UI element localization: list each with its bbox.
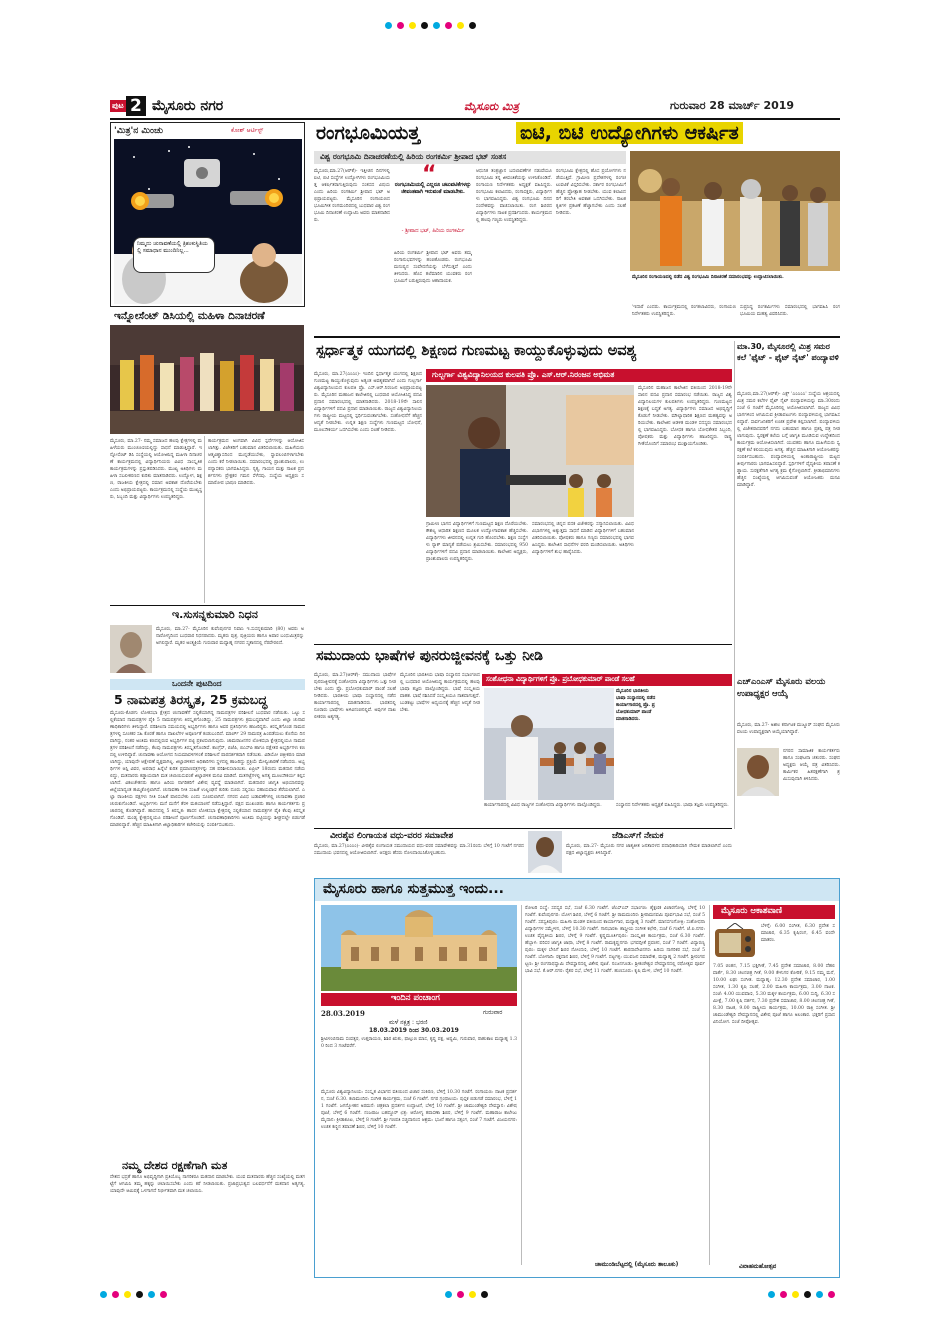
language-block bbox=[314, 646, 732, 826]
yellow-dot bbox=[409, 22, 416, 29]
education-body-col3: ಸಮಾರಂಭದಲ್ಲಿ ಚಿನ್ನದ ಪದಕ ವಿಜೇತರನ್ನು ಸನ್ಮಾನಿಸಲಾಯಿತು. ವಿವಿಧ ವಿಭಾಗಗಳಲ್ಲಿ ಅತ್ಯುತ್ತಮ ಸಾಧನೆ ಮಾಡಿದ ವಿದ್ಯಾರ್ಥಿಗಳಿಗೆ ಬಹುಮಾನ ವಿತರಿಸಲಾಯಿತು. ಪೋಷಕರು ಹಾಗೂ ಗಣ್ಯರು ಸಮಾರಂಭದಲ್ಲಿ ಭಾಗವಹಿಸಿದ್ದರು. ಕಾಲೇಜಿನ ಸಾಧನೆಗಳ ವರದಿ ಮಂಡಿಸಲಾಯಿತು. ಅತಿಥಿಗಳು ವಿದ್ಯಾರ್ಥಿಗಳಿಗೆ ಶುಭ ಹಾರೈಸಿದರು. bbox=[532, 522, 634, 555]
cartoon-box bbox=[110, 122, 305, 307]
cyan-dot bbox=[433, 22, 440, 29]
cyan-dot bbox=[385, 22, 392, 29]
language-body-col4: ಸಂಸ್ಥಾನದ ನಿರ್ದೇಶಕರು ಅಧ್ಯಕ್ಷತೆ ವಹಿಸಿದ್ದರು. ಭಾಷಾ ತಜ್ಞರು ಉಪಸ್ಥಿತರಿದ್ದರು. bbox=[616, 803, 729, 808]
panchanga-title-bar bbox=[321, 993, 517, 1006]
page-label: ಪುಟ bbox=[112, 101, 124, 110]
lingayat-body: ಮೈಸೂರು, ಮಾ.27(ಎಂಎಂ)- ವೀರಶೈವ ಲಿಂಗಾಯತ ಸಮುದಾಯದ ವಧು-ವರರ ಸಮಾವೇಶವನ್ನು ಮಾ.31ರಂದು ಬೆಳಿಗ್ಗೆ 10 ಗಂಟೆಗೆ ನಗರದ ಸಮುದಾಯ ಭವನದಲ್ಲಿ ಆಯೋಜಿಸಲಾಗಿದೆ. ಆಸಕ್ತರು ಹೆಸರು ನೋಂದಾಯಿಸಿಕೊಳ್ಳಬಹುದು. bbox=[314, 844, 524, 856]
today-header: ಮೈಸೂರು ಹಾಗೂ ಸುತ್ತಮುತ್ತ ಇಂದು... bbox=[323, 881, 504, 897]
education-headline: ಸ್ಪರ್ಧಾತ್ಮಕ ಯುಗದಲ್ಲಿ ಶಿಕ್ಷಣದ ಗುಣಮಟ್ಟ ಕಾಯ್ದುಕೊಳ್ಳುವುದು ಅವಶ್ಯ bbox=[316, 343, 637, 359]
nominations-kicker-bar bbox=[110, 679, 305, 690]
section-title: ಮೈಸೂರು ನಗರ bbox=[152, 98, 224, 114]
hms-headline: ಎಚ್‌ಎಂಎಸ್ ಮೈಸೂರು ವಲಯ ಉಪಾಧ್ಯಕ್ಷರ ಆಯ್ಕೆ bbox=[737, 677, 826, 699]
cyan-dot bbox=[816, 1291, 823, 1298]
womens-day-photo bbox=[110, 325, 304, 434]
nominations-kicker: ಒಂದನೇ ಪುಟದಿಂದ bbox=[172, 679, 222, 688]
radio-title-bar bbox=[713, 905, 835, 919]
cartoon-illustration bbox=[114, 139, 302, 304]
panchanga-range: 18.03.2019 ರಿಂದ 30.03.2019 bbox=[369, 1027, 459, 1034]
panchanga-day: ಗುರುವಾರ bbox=[483, 1009, 503, 1016]
lower-band-rule bbox=[314, 828, 732, 829]
language-subhead-bar bbox=[482, 674, 732, 686]
education-block bbox=[314, 341, 732, 641]
obit-footer: ವಿವಾಹಮಹೋತ್ಸವ bbox=[739, 1263, 777, 1270]
lead-body-col1: ಮೈಸೂರು,ಮಾ.27(ಆರ್‌ಕೆ)- ಇತ್ತೀಚಿನ ದಿನಗಳಲ್ಲಿ ಐಟಿ, ಬಿಟಿ ಸಂಸ್ಥೆಗಳ ಉದ್ಯೋಗಿಗಳು ರಂಗಭೂಮಿಯತ್ತ ಆಕರ್ಷಿತರಾಗುತ್ತಿರುವುದು ಸಂತಸದ ವಿಷಯ ಎಂದು ಹಿರಿಯ ರಂಗಕರ್ಮಿ ಶ್ರೀಪಾದ ಭಟ್ ಅಭಿಪ್ರಾಯಪಟ್ಟರು. ಮೈಸೂರಿನ ರಂಗಾಯಣದ ಭೂಮಿಗೀತ ರಂಗಮಂದಿರದಲ್ಲಿ ಬುಧವಾರ ವಿಶ್ವ ರಂಗಭೂಮಿ ದಿನಾಚರಣೆ ಉದ್ಘಾಟಿಸಿ ಅವರು ಮಾತನಾಡಿದರು. bbox=[314, 169, 390, 223]
panchanga-title: ಇಂದಿನ ಪಂಚಾಂಗ bbox=[391, 993, 440, 1003]
obituary-body: ಮೈಸೂರು, ಮಾ.27- ಮೈಸೂರಿನ ಕುವೆಂಪುನಗರ ನಿವಾಸಿ ಇ.ಸುಸನ್ನಕುಮಾರಿ (80) ಅವರು ಅನಾರೋಗ್ಯದಿಂದ ಬುಧವಾರ ನಿಧನರಾದರು. ಮೃತರು ಪುತ್ರ, ಪುತ್ರಿಯರು ಹಾಗೂ ಅಪಾರ ಬಂಧುಮಿತ್ರರನ್ನು ಅಗಲಿದ್ದಾರೆ. ಮೃತರ ಅಂತ್ಯಕ್ರಿಯೆ ಗುರುವಾರ ಮಧ್ಯಾಹ್ನ ನಗರದ ಸ್ಮಶಾನದಲ್ಲಿ ನೆರವೇರಲಿದೆ. bbox=[156, 627, 304, 646]
cyan-dot bbox=[768, 1291, 775, 1298]
masthead bbox=[110, 96, 840, 118]
today-divider-2 bbox=[709, 905, 710, 1265]
today-bottom-caption: ಚಾಮುಂಡಿಬೆಟ್ಟದಲ್ಲಿ (ಮೈಸೂರು ತಾಲೂಕು) bbox=[595, 1261, 679, 1268]
magenta-dot bbox=[780, 1291, 787, 1298]
hms-photo bbox=[737, 748, 779, 796]
bubble-text: ನಿಮ್ಮದು ಚುನಾವಣೆಯಲ್ಲಿ ತ್ರಿಶಂಕುಸ್ಥಿತಿಯಲ್ಲಿ ಸಮಾಧಾನ ಮುಂದಿನಿಲ್ಲ... bbox=[137, 241, 208, 254]
education-subhead: ಗುಲ್ಬರ್ಗಾ ವಿಶ್ವವಿದ್ಯಾನಿಲಯದ ಕುಲಪತಿ ಪ್ರೊ. ಎಸ್.ಆರ್.ನಿರಂಜನ ಅಭಿಮತ bbox=[432, 370, 615, 379]
left-col-divider bbox=[204, 436, 205, 603]
page-number: 2 bbox=[126, 96, 146, 116]
language-photo bbox=[484, 688, 614, 800]
education-body-col4: ಮೈಸೂರಿನ ಮಹಾಜನ ಕಾಲೇಜಿನ ವತಿಯಿಂದ 2018-19ನೇ ಸಾಲಿನ ಪದವಿ ಪ್ರದಾನ ಸಮಾರಂಭ ನಡೆಯಿತು. ರಾಜ್ಯದ ವಿಶ್ವವಿದ್ಯಾನಿಲಯಗಳ ಕುಲಪತಿಗಳು ಉಪಸ್ಥಿತರಿದ್ದರು. ಗುಣಮಟ್ಟದ ಶಿಕ್ಷಣಕ್ಕೆ ಬದ್ಧತೆ ಅಗತ್ಯ. ವಿದ್ಯಾರ್ಥಿಗಳು ಸಮಾಜದ ಅಭಿವೃದ್ಧಿಗೆ ಕೊಡುಗೆ ನೀಡಬೇಕು. ಮೌಲ್ಯಾಧಾರಿತ ಶಿಕ್ಷಣದ ಮಹತ್ವವನ್ನು ಅರಿಯಬೇಕು. ಕಾಲೇಜಿನ ಆಡಳಿತ ಮಂಡಳಿ ಸದಸ್ಯರು ಸಮಾರಂಭದಲ್ಲಿ ಭಾಗವಹಿಸಿದ್ದರು. ಬೋಧಕ ಹಾಗೂ ಬೋಧಕೇತರ ಸಿಬ್ಬಂದಿ, ಪೋಷಕರು ಮತ್ತು ವಿದ್ಯಾರ್ಥಿಗಳು ಹಾಜರಿದ್ದರು. ರಾಷ್ಟ್ರಗೀತೆಯೊಂದಿಗೆ ಸಮಾರಂಭ ಮುಕ್ತಾಯಗೊಂಡಿತು. bbox=[638, 386, 732, 447]
education-photo bbox=[426, 385, 634, 517]
obituary-headline: ಇ.ಸುಸನ್ನಕುಮಾರಿ ನಿಧನ bbox=[172, 608, 258, 621]
lead-headline-part1: ರಂಗಭೂಮಿಯತ್ತ bbox=[316, 122, 421, 144]
lingayat-headline: ವೀರಶೈವ ಲಿಂಗಾಯತ ವಧು-ವರರ ಸಮಾವೇಶ bbox=[330, 831, 454, 841]
cyan-dot bbox=[148, 1291, 155, 1298]
hms-body-2: ನಗರದ ಸಾಮಾಜಿಕ ಕಾರ್ಯಕರ್ತರು ಹಾಗೂ ಸಂಘಟನಾ ಚತುರರು. ಸಂಘದ ಅಧ್ಯಕ್ಷರು ಆಯ್ಕೆ ಪತ್ರ ವಿತರಿಸಿದರು. ಕಾರ್ಮಿಕರ ಹಿತರಕ್ಷಣೆಗಾಗಿ ಶ್ರಮಿಸುವುದಾಗಿ ತಿಳಿಸಿದರು. bbox=[783, 749, 840, 782]
hms-body: ಮೈಸೂರು, ಮಾ.27- ಅಖಿಲ ಕರ್ನಾಟಕ ಮಜ್ದೂರ್ ಸಂಘದ ಮೈಸೂರು ವಲಯ ಉಪಾಧ್ಯಕ್ಷರಾಗಿ ಆಯ್ಕೆಯಾಗಿದ್ದಾರೆ. bbox=[737, 723, 840, 735]
radio-schedule: ಬೆಳಿಗ್ಗೆ: 6.00 ಸಂಗೀತ, 6.30 ಪ್ರದೇಶ ಸಮಾಚಾರ, 6.35 ಕೃಷಿರಂಗ, 6.45 ವಂದೇ ಮಾತರಂ. bbox=[761, 924, 835, 943]
today-header-bar bbox=[315, 879, 839, 901]
lead-body-col4: ರಂಗಭೂಮಿ ಕ್ಷೇತ್ರದಲ್ಲಿ ಹೊಸ ಪ್ರಯೋಗಗಳು ನಡೆಯುತ್ತಿವೆ. ಗ್ರಾಮೀಣ ಪ್ರದೇಶಗಳಲ್ಲಿ ರಂಗಚಟುವಟಿಕೆ ವಿಸ್ತರಿಸಬೇಕು. ಸರ್ಕಾರ ರಂಗಭೂಮಿಗೆ ಹೆಚ್ಚಿನ ಪ್ರೋತ್ಸಾಹ ನೀಡಬೇಕು. ಯುವ ಕಲಾವಿದರಿಗೆ ತರಬೇತಿ ಅವಕಾಶ ಒದಗಿಸಬೇಕು. ನಾಟಕ ಕೃತಿಗಳ ಪ್ರಕಟಣೆ ಹೆಚ್ಚಾಗಬೇಕು ಎಂದು ಸಲಹೆ ನೀಡಿದರು. bbox=[556, 169, 626, 216]
panchanga-line1: ಮಳೆ ನಕ್ಷತ್ರ : ಭರಣಿ bbox=[389, 1019, 428, 1026]
language-body-col1: ಮೈಸೂರು, ಮಾ.27(ಆರ್‌ಕೆ)- ಸಮುದಾಯ ಭಾಷೆಗಳ ಪುನರುಜ್ಜೀವನಕ್ಕೆ ಸಂಶೋಧನಾ ವಿದ್ಯಾರ್ಥಿಗಳು ಒತ್ತು ನೀಡಬೇಕು ಎಂದು ಪ್ರೊ. ಪ್ರಬೋಧಕುಮಾರ್ ಪಾಂಡೆ ಸಲಹೆ ನೀಡಿದರು. ಭಾರತೀಯ ಭಾಷಾ ಸಂಸ್ಥಾನದಲ್ಲಿ ನಡೆದ ಕಾರ್ಯಾಗಾರದಲ್ಲಿ ಮಾತನಾಡಿದರು. ಭಾರತದಲ್ಲಿ ನೂರಾರು ಭಾಷೆಗಳು ಅಳಿವಿನಂಚಿನಲ್ಲಿವೆ. ಅವುಗಳ ದಾಖಲೀಕರಣ ಅತ್ಯಗತ್ಯ. bbox=[314, 673, 396, 720]
cartoon-title: 'ಮಿತ್ರ'ನ ಮಿಂಚು bbox=[114, 126, 164, 136]
quote-mark-icon: “ bbox=[422, 162, 437, 187]
lead-bottom-rule bbox=[314, 336, 840, 338]
hms-block bbox=[737, 676, 840, 826]
lead-quote-attr: - ಶ್ರೀಪಾದ ಭಟ್, ಹಿರಿಯ ರಂಗಕರ್ಮಿ bbox=[401, 228, 465, 234]
language-subhead: ಸಂಶೋಧನಾ ವಿದ್ಯಾರ್ಥಿಗಳಿಗೆ ಪ್ರೊ. ಪ್ರಬೋಧಕುಮಾರ್ ಪಾಂಡೆ ಸಲಹೆ bbox=[486, 675, 635, 683]
language-photo-caption: ಮೈಸೂರಿನ ಭಾರತೀಯ ಭಾಷಾ ಸಂಸ್ಥಾನದಲ್ಲಿ ನಡೆದ ಕಾರ್ಯಾಗಾರದಲ್ಲಿ ಪ್ರೊ. ಪ್ರಬೋಧಕುಮಾರ್ ಪಾಂಡೆ ಮಾತನಾಡಿದರು. bbox=[616, 689, 656, 722]
registration-dots-bottom-right bbox=[768, 1291, 835, 1298]
panchanga-date: 28.03.2019 bbox=[321, 1009, 365, 1018]
lead-quote: ರಂಗಭೂಮಿಯಲ್ಲಿ ಎಲ್ಲರೂ ಚಟುವಟಿಕೆಗಳನ್ನು ಜೀವಂತವಾಗಿ ಇರುವಂತೆ ಮಾಡಬೇಕು. bbox=[394, 182, 472, 195]
today-divider-1 bbox=[521, 905, 522, 1265]
womens-day-headline: ಇನ್ನೋಸೆಂಟ್ ಡಿಸಿಯಲ್ಲಿ ಮಹಿಳಾ ದಿನಾಚರಣೆ bbox=[114, 310, 265, 322]
black-dot bbox=[481, 1291, 488, 1298]
yellow-dot bbox=[792, 1291, 799, 1298]
cyan-dot bbox=[100, 1291, 107, 1298]
jds-body: ಮೈಸೂರು, ಮಾ.27- ಮೈಸೂರು ನಗರ ಜಾತ್ಯತೀತ ಜನತಾದಳದ ಪದಾಧಿಕಾರಿಯಾಗಿ ನೇಮಕ ಮಾಡಲಾಗಿದೆ ಎಂದು ಪಕ್ಷದ ಜಿಲ್ಲಾಧ್ಯಕ್ಷರು ತಿಳಿಸಿದ್ದಾರೆ. bbox=[566, 844, 732, 856]
lead-body-col5: 'ಇದಾರೆ ಎಂದರು. ಕಾರ್ಯಕ್ರಮದಲ್ಲಿ ರಂಗಕಲಾವಿದರು, ರಂಗಾಯಣ ನಿರ್ದೇಶಕರು ಉಪಸ್ಥಿತರಿದ್ದರು. bbox=[632, 305, 736, 317]
black-dot bbox=[469, 22, 476, 29]
paper-name: ಮೈಸೂರು ಮಿತ್ರ bbox=[464, 100, 519, 113]
registration-dots-bottom-center bbox=[445, 1291, 488, 1298]
black-dot bbox=[421, 22, 428, 29]
lead-photo bbox=[630, 151, 840, 271]
today-events-col2: ರೋಟರಿ ಸಂಸ್ಥೆ: ಸದಸ್ಯರ ಸಭೆ, ಸಂಜೆ 6.30 ಗಂಟೆಗೆ. ಜೆಎಸ್‌ಎಸ್ ಸಭಾಂಗಣ: ಶೈಕ್ಷಣಿಕ ವಿಚಾರಗೋಷ್ಠಿ, ಬೆಳಿಗ್ಗೆ 10 ಗಂಟೆಗೆ. ಕುವೆಂಪುನಗರ: ಯೋಗ ಶಿಬಿರ, ಬೆಳಿಗ್ಗೆ 6 ಗಂಟೆಗೆ. ಶ್ರೀ ರಾಮಮಂದಿರ: ಶ್ರೀರಾಮನವಮಿ ಪೂರ್ವಭಾವಿ ಸಭೆ, ಸಂಜೆ 5 ಗಂಟೆಗೆ. ಸರಸ್ವತಿಪುರಂ: ಮಹಿಳಾ ಮಂಡಳಿ ವತಿಯಿಂದ ಕಾರ್ಯಾಗಾರ, ಮಧ್ಯಾಹ್ನ 3 ಗಂಟೆಗೆ. ಮಾನಸಗಂಗೋತ್ರಿ: ಸಂಶೋಧನಾ ವಿದ್ಯಾರ್ಥಿಗಳ ಸಮ್ಮೇಳನ, ಬೆಳಿಗ್ಗೆ 10.30 ಗಂಟೆಗೆ. ಗಾನಭಾರತಿ: ಶಾಸ್ತ್ರೀಯ ಸಂಗೀತ ಕಛೇರಿ, ಸಂಜೆ 6 ಗಂಟೆಗೆ. ಜೆ.ಪಿ.ನಗರ: ಉಚಿತ ವೈದ್ಯಕೀಯ ಶಿಬಿರ, ಬೆಳಿಗ್ಗೆ 9 ಗಂಟೆಗೆ. ಕೃಷ್ಣಮೂರ್ತಿಪುರಂ: ಸಾಂಸ್ಕೃತಿಕ ಕಾರ್ಯಕ್ರಮ, ಸಂಜೆ 6.30 ಗಂಟೆಗೆ. ಹೆಬ್ಬಾಳ: ಪರಿಸರ ಜಾಗೃತಿ ಜಾಥಾ, ಬೆಳಿಗ್ಗೆ 8 ಗಂಟೆಗೆ. ರಾಮಕೃಷ್ಣನಗರ: ಭಗವದ್ಗೀತೆ ಪ್ರವಚನ, ಸಂಜೆ 7 ಗಂಟೆಗೆ. ವಿದ್ಯಾರಣ್ಯಪುರಂ: ಮಕ್ಕಳ ಬೇಸಿಗೆ ಶಿಬಿರ ನೋಂದಣಿ, ಬೆಳಿಗ್ಗೆ 10 ಗಂಟೆಗೆ. ಶಾರದಾದೇವಿನಗರ: ಹಿರಿಯ ನಾಗರಿಕರ ಸಭೆ, ಸಂಜೆ 5 ಗಂಟೆಗೆ. ಬೋಗಾದಿ: ರಕ್ತದಾನ ಶಿಬಿರ, ಬೆಳಿಗ್ಗೆ 9 ಗಂಟೆಗೆ. ದಟ್ಟಗಳ್ಳಿ: ಯುವಜನ ಸಮಾವೇಶ, ಮಧ್ಯಾಹ್ನ 2 ಗಂಟೆಗೆ. ಶ್ರೀರಂಗಪಟ್ಟಣ: ಶ್ರೀ ರಂಗನಾಥಸ್ವಾಮಿ ದೇವಸ್ಥಾನದಲ್ಲಿ ವಿಶೇಷ ಪೂಜೆ. ನಂಜನಗೂಡು: ಶ್ರೀಕಂಠೇಶ್ವರ ದೇವಸ್ಥಾನದಲ್ಲಿ ರಥೋತ್ಸವ ಪೂರ್ವಭಾವಿ ಸಭೆ. ಕೆ.ಆರ್.ನಗರ: ರೈತರ ಸಭೆ, ಬೆಳಿಗ್ಗೆ 11 ಗಂಟೆಗೆ. ಹುಣಸೂರು: ಕೃಷಿ ಮೇಳ, ಬೆಳಿಗ್ಗೆ 10 ಗಂಟೆಗೆ. bbox=[525, 906, 705, 974]
today-events-col1: ಮೈಸೂರು ವಿಶ್ವವಿದ್ಯಾನಿಲಯ: ಸಂಸ್ಕೃತ ವಿಭಾಗದ ವತಿಯಿಂದ ವಿಚಾರ ಸಂಕಿರಣ, ಬೆಳಿಗ್ಗೆ 10.30 ಗಂಟೆಗೆ. ರಂಗಾಯಣ: ನಾಟಕ ಪ್ರದರ್ಶನ, ಸಂಜೆ 6.30. ಕಲಾಮಂದಿರ: ಸಂಗೀತ ಕಾರ್ಯಕ್ರಮ, ಸಂಜೆ 6 ಗಂಟೆಗೆ. ನಗರ ಗ್ರಂಥಾಲಯ: ಪುಸ್ತಕ ಬಿಡುಗಡೆ ಸಮಾರಂಭ, ಬೆಳಿಗ್ಗೆ 11 ಗಂಟೆಗೆ. ಜಗನ್ಮೋಹನ ಅರಮನೆ: ಚಿತ್ರಕಲಾ ಪ್ರದರ್ಶನ ಉದ್ಘಾಟನೆ, ಬೆಳಿಗ್ಗೆ 10 ಗಂಟೆಗೆ. ಶ್ರೀ ಚಾಮುಂಡೇಶ್ವರಿ ದೇವಸ್ಥಾನ: ವಿಶೇಷ ಪೂಜೆ, ಬೆಳಿಗ್ಗೆ 6 ಗಂಟೆಗೆ. ನಂಜರಾಜ ಬಹದ್ದೂರ್ ಛತ್ರ: ಆರೋಗ್ಯ ತಪಾಸಣಾ ಶಿಬಿರ, ಬೆಳಿಗ್ಗೆ 9 ಗಂಟೆಗೆ. ಮಹಾರಾಜ ಕಾಲೇಜು ಮೈದಾನ: ಕ್ರೀಡಾಕೂಟ, ಬೆಳಿಗ್ಗೆ 8 ಗಂಟೆಗೆ. ಶ್ರೀ ಗಣಪತಿ ಸಚ್ಚಿದಾನಂದ ಆಶ್ರಮ: ಭಜನೆ ಹಾಗೂ ಸತ್ಸಂಗ, ಸಂಜೆ 7 ಗಂಟೆಗೆ. ವಿಜಯನಗರ: ಉಚಿತ ಕಣ್ಣಿನ ತಪಾಸಣೆ ಶಿಬಿರ, ಬೆಳಿಗ್ಗೆ 10 ಗಂಟೆಗೆ. bbox=[321, 1090, 517, 1130]
nominations-subhead: ನಮ್ಮ ದೇಶದ ರಕ್ಷಣೆಗಾಗಿ ಮತ bbox=[122, 1159, 228, 1172]
education-body-col1: ಮೈಸೂರು, ಮಾ.27(ಎಂಎಂ)- ಇಂದಿನ ಸ್ಪರ್ಧಾತ್ಮಕ ಯುಗದಲ್ಲಿ ಶಿಕ್ಷಣದ ಗುಣಮಟ್ಟ ಕಾಯ್ದುಕೊಳ್ಳುವುದು ಅತ್ಯಂತ ಅವಶ್ಯಕವಾಗಿದೆ ಎಂದು ಗುಲ್ಬರ್ಗಾ ವಿಶ್ವವಿದ್ಯಾನಿಲಯದ ಕುಲಪತಿ ಪ್ರೊ. ಎಸ್.ಆರ್.ನಿರಂಜನ ಅಭಿಪ್ರಾಯಪಟ್ಟರು. ಮೈಸೂರಿನ ಮಹಾಜನ ಕಾಲೇಜಿನಲ್ಲಿ ಬುಧವಾರ ಆಯೋಜಿಸಿದ್ದ ಪದವಿ ಪ್ರದಾನ ಸಮಾರಂಭದಲ್ಲಿ ಮಾತನಾಡಿದರು. 2018-19ನೇ ಸಾಲಿನ ವಿದ್ಯಾರ್ಥಿಗಳಿಗೆ ಪದವಿ ಪ್ರದಾನ ಮಾಡಲಾಯಿತು. ರಾಜ್ಯದ ವಿಶ್ವವಿದ್ಯಾನಿಲಯಗಳು ರಾಷ್ಟ್ರೀಯ ಮಟ್ಟದಲ್ಲಿ ಸ್ಪರ್ಧಿಸುವಂತಾಗಬೇಕು. ಸಂಶೋಧನೆಗೆ ಹೆಚ್ಚಿನ ಆದ್ಯತೆ ನೀಡಬೇಕು. ಉನ್ನತ ಶಿಕ್ಷಣ ಸಂಸ್ಥೆಗಳು ಗುಣಮಟ್ಟದ ಬೋಧನೆ, ಮೂಲಸೌಕರ್ಯ ಒದಗಿಸಬೇಕು ಎಂದು ಸಲಹೆ ನೀಡಿದರು. bbox=[314, 372, 422, 433]
sidebar-story bbox=[737, 341, 840, 671]
education-body-col2: ಗ್ರಾಮೀಣ ಭಾಗದ ವಿದ್ಯಾರ್ಥಿಗಳಿಗೆ ಗುಣಮಟ್ಟದ ಶಿಕ್ಷಣ ದೊರೆಯಬೇಕು. ಕೌಶಲ್ಯ ಆಧಾರಿತ ಶಿಕ್ಷಣದ ಮೂಲಕ ಉದ್ಯೋಗಾವಕಾಶ ಹೆಚ್ಚಿಸಬೇಕು. ವಿದ್ಯಾರ್ಥಿಗಳು ಜೀವನದಲ್ಲಿ ಉನ್ನತ ಗುರಿ ಹೊಂದಬೇಕು. ಶಿಕ್ಷಣ ಸಂಸ್ಥೆಗಳು ನ್ಯಾಕ್ ಮಾನ್ಯತೆ ಪಡೆಯಲು ಶ್ರಮಿಸಬೇಕು. ಸಮಾರಂಭದಲ್ಲಿ 950 ವಿದ್ಯಾರ್ಥಿಗಳಿಗೆ ಪದವಿ ಪ್ರದಾನ ಮಾಡಲಾಯಿತು. ಕಾಲೇಜಿನ ಅಧ್ಯಕ್ಷರು, ಪ್ರಾಂಶುಪಾಲರು ಉಪಸ್ಥಿತರಿದ್ದರು. bbox=[426, 522, 528, 562]
jds-headline: ಜೆಡಿಎಸ್‌ಗೆ ನೇಮಕ bbox=[612, 831, 664, 841]
lead-headline-bar bbox=[314, 122, 840, 148]
black-dot bbox=[804, 1291, 811, 1298]
nominations-body: ಮೈಸೂರು-ಕೊಡಗು ಲೋಕಸಭಾ ಕ್ಷೇತ್ರದ ಚುನಾವಣೆಗೆ ಸಲ್ಲಿಕೆಯಾಗಿದ್ದ ನಾಮಪತ್ರಗಳ ಪರಿಶೀಲನೆ ಬುಧವಾರ ನಡೆಯಿತು. ಒಟ್ಟು ಸಲ್ಲಿಕೆಯಾದ ನಾಮಪತ್ರಗಳ ಪೈಕಿ 5 ನಾಮಪತ್ರಗಳು ತಿರಸ್ಕೃತಗೊಂಡಿದ್ದು, 25 ನಾಮಪತ್ರಗಳು ಕ್ರಮಬದ್ಧವಾಗಿವೆ ಎಂದು ಜಿಲ್ಲಾ ಚುನಾವಣಾಧಿಕಾರಿಗಳು ತಿಳಿಸಿದ್ದಾರೆ. ಪರಿಶೀಲನಾ ಸಮಯದಲ್ಲಿ ಅಭ್ಯರ್ಥಿಗಳು ಹಾಗೂ ಅವರ ಪ್ರತಿನಿಧಿಗಳು ಹಾಜರಿದ್ದರು. ತಿರಸ್ಕೃತಗೊಂಡ ನಾಮಪತ್ರಗಳಲ್ಲಿ ಸೂಚಕರ ಸಹಿ ಕೊರತೆ ಹಾಗೂ ದಾಖಲೆಗಳ ಅಪೂರ್ಣತೆ ಕಂಡುಬಂದಿದೆ. ಮಾರ್ಚ್ 29 ನಾಮಪತ್ರ ಹಿಂಪಡೆಯಲು ಕೊನೆಯ ದಿನವಾಗಿದ್ದು, ನಂತರ ಅಂತಿಮ ಕಣದಲ್ಲಿರುವ ಅಭ್ಯರ್ಥಿಗಳ ಪಟ್ಟಿ ಪ್ರಕಟಿಸಲಾಗುವುದು. ಚಾಮರಾಜನಗರ ಲೋಕಸಭಾ ಕ್ಷೇತ್ರದಲ್ಲಿಯೂ ನಾಮಪತ್ರಗಳ ಪರಿಶೀಲನೆ ನಡೆದಿದ್ದು, ಕೆಲವು ನಾಮಪತ್ರಗಳು ತಿರಸ್ಕೃತಗೊಂಡಿವೆ. ಕಾಂಗ್ರೆಸ್, ಬಿಜೆಪಿ, ಬಿಎಸ್‌ಪಿ ಹಾಗೂ ಪಕ್ಷೇತರ ಅಭ್ಯರ್ಥಿಗಳು ಕಣದಲ್ಲಿ ಉಳಿದಿದ್ದಾರೆ. ಚುನಾವಣಾ ಆಯೋಗದ ನಿಯಮಾವಳಿಗಳಂತೆ ಪರಿಶೀಲನೆ ಪಾರದರ್ಶಕವಾಗಿ ನಡೆಯಿತು. ವಿಡಿಯೋ ಚಿತ್ರೀಕರಣ ಮಾಡಲಾಗಿದ್ದು, ಯಾವುದೇ ಆಕ್ಷೇಪಣೆ ವ್ಯಕ್ತವಾಗಿಲ್ಲ. ಜಿಲ್ಲಾಡಳಿತದ ಅಧಿಕಾರಿಗಳು ಸ್ಥಳದಲ್ಲಿ ಹಾಜರಿದ್ದು ಪ್ರಕ್ರಿಯೆ ಮೇಲ್ವಿಚಾರಣೆ ನಡೆಸಿದರು. ಅಭ್ಯರ್ಥಿಗಳ ಆಸ್ತಿ ವಿವರ, ಅಪರಾಧ ಹಿನ್ನೆಲೆ ಕುರಿತ ಪ್ರಮಾಣಪತ್ರಗಳನ್ನು ಸಹ ಪರಿಶೀಲಿಸಲಾಯಿತು. ಏಪ್ರಿಲ್ 18ರಂದು ಮತದಾನ ನಡೆಯಲಿದ್ದು, ಮತದಾರರು ಕಡ್ಡಾಯವಾಗಿ ಮತ ಚಲಾಯಿಸುವಂತೆ ಜಿಲ್ಲಾಡಳಿತ ಮನವಿ ಮಾಡಿದೆ. ಮತಗಟ್ಟೆಗಳಲ್ಲಿ ಅಗತ್ಯ ಮೂಲಸೌಕರ್ಯ ಕಲ್ಪಿಸಲಾಗಿದೆ. ವಿಕಲಚೇತನರು ಹಾಗೂ ಹಿರಿಯ ನಾಗರಿಕರಿಗೆ ವಿಶೇಷ ವ್ಯವಸ್ಥೆ ಮಾಡಲಾಗಿದೆ. ಮತದಾರರ ಜಾಗೃತಿ ಅಭಿಯಾನವನ್ನು ಜಿಲ್ಲೆಯಾದ್ಯಂತ ಹಮ್ಮಿಕೊಳ್ಳಲಾಗಿದೆ. ಚುನಾವಣಾ ನೀತಿ ಸಂಹಿತೆ ಉಲ್ಲಂಘನೆ ಕುರಿತು ದೂರು ಸಲ್ಲಿಸಲು ಸಹಾಯವಾಣಿ ತೆರೆಯಲಾಗಿದೆ. ಎಲ್ಲಾ ರಾಜಕೀಯ ಪಕ್ಷಗಳು ನೀತಿ ಸಂಹಿತೆ ಪಾಲಿಸಬೇಕು ಎಂದು ಸೂಚಿಸಲಾಗಿದೆ. ನಗರದ ವಿವಿಧ ಬಡಾವಣೆಗಳಲ್ಲಿ ಚುನಾವಣಾ ಪ್ರಚಾರ ಚುರುಕುಗೊಂಡಿದೆ. ಅಭ್ಯರ್ಥಿಗಳು ಮನೆ ಮನೆಗೆ ತೆರಳಿ ಮತಯಾಚನೆ ನಡೆಸುತ್ತಿದ್ದಾರೆ. ಪಕ್ಷದ ಮುಖಂಡರು ಹಾಗೂ ಕಾರ್ಯಕರ್ತರು ಪ್ರಚಾರದಲ್ಲಿ ತೊಡಗಿದ್ದಾರೆ. ಹಾಸನದಲ್ಲಿ 5 ತಿರಸ್ಕೃತ: ಹಾಸನ ಲೋಕಸಭಾ ಕ್ಷೇತ್ರದಲ್ಲಿ ಸಲ್ಲಿಕೆಯಾದ ನಾಮಪತ್ರಗಳ ಪೈಕಿ ಕೆಲವು ತಿರಸ್ಕೃತಗೊಂಡಿವೆ. ಮಂಡ್ಯ ಕ್ಷೇತ್ರದಲ್ಲಿಯೂ ಪರಿಶೀಲನೆ ಪೂರ್ಣಗೊಂಡಿದೆ. ಚುನಾವಣಾಧಿಕಾರಿಗಳು ಅಂತಿಮ ಪಟ್ಟಿಯನ್ನು ಶೀಘ್ರದಲ್ಲೇ ಬಿಡುಗಡೆ ಮಾಡಲಿದ್ದಾರೆ. ಹೆಚ್ಚಿನ ಮಾಹಿತಿಗಾಗಿ ಜಿಲ್ಲಾಧಿಕಾರಿಗಳ ಕಚೇರಿಯನ್ನು ಸಂಪರ್ಕಿಸಬಹುದು. bbox=[110, 711, 305, 828]
obituary-photo bbox=[110, 625, 152, 673]
womens-day-body-col2: ಕಾರ್ಯಕ್ರಮದ ಅಂಗವಾಗಿ ವಿವಿಧ ಸ್ಪರ್ಧೆಗಳನ್ನು ಆಯೋಜಿಸಲಾಗಿತ್ತು. ವಿಜೇತರಿಗೆ ಬಹುಮಾನ ವಿತರಿಸಲಾಯಿತು. ಮಹಿಳೆಯರು ಆತ್ಮವಿಶ್ವಾಸದಿಂದ ಮುನ್ನಡೆಯಬೇಕು, ಸ್ವಾವಲಂಬಿಗಳಾಗಬೇಕು ಎಂದು ಕರೆ ನೀಡಲಾಯಿತು. ಸಮಾರಂಭದಲ್ಲಿ ಪ್ರಾಂಶುಪಾಲರು, ಉಪನ್ಯಾಸಕರು ಭಾಗವಹಿಸಿದ್ದರು. ನೃತ್ಯ, ಗಾಯನ ಮತ್ತು ನಾಟಕ ಪ್ರದರ್ಶನಗಳು ಪ್ರೇಕ್ಷಕರ ಗಮನ ಸೆಳೆದವು. ಸಂಸ್ಥೆಯ ಅಧ್ಯಕ್ಷರು ಸಮಾರೋಪ ಭಾಷಣ ಮಾಡಿದರು. bbox=[208, 439, 304, 486]
radio-icon bbox=[713, 923, 757, 959]
issue-date: ಗುರುವಾರ 28 ಮಾರ್ಚ್ 2019 bbox=[670, 99, 795, 112]
cartoon-speech-bubble bbox=[133, 237, 215, 273]
lead-body-col2: ಹಿರಿಯ ರಂಗಕರ್ಮಿ ಶ್ರೀಪಾದ ಭಟ್ ಅವರು ತಮ್ಮ ರಂಗಾನುಭವಗಳನ್ನು ಹಂಚಿಕೊಂಡರು. ರಂಗಭೂಮಿ ಮನುಷ್ಯನ ಸಂವೇದನೆಯನ್ನು ಬೆಳೆಸುತ್ತದೆ ಎಂದು ತಿಳಿಸಿದರು. ಹೊಸ ತಲೆಮಾರಿನ ಯುವಕರು ರಂಗಭೂಮಿಗೆ ಬರುತ್ತಿರುವುದು ಆಶಾದಾಯಕ. bbox=[394, 251, 472, 284]
magenta-dot bbox=[457, 1291, 464, 1298]
lead-body-col3: ಆಧುನಿಕ ತಂತ್ರಜ್ಞಾನ ಬದಲಾವಣೆಗಳ ನಡುವೆಯೂ ರಂಗಭೂಮಿ ತನ್ನ ಜೀವಂತಿಕೆಯನ್ನು ಉಳಿಸಿಕೊಂಡಿದೆ. ರಂಗಾಯಣ ನಿರ್ದೇಶಕರು ಅಧ್ಯಕ್ಷತೆ ವಹಿಸಿದ್ದರು. ರಂಗಭೂಮಿ ಕಲಾವಿದರು, ರಂಗಾಸಕ್ತರು, ವಿದ್ಯಾರ್ಥಿಗಳು ಭಾಗವಹಿಸಿದ್ದರು. ವಿಶ್ವ ರಂಗಭೂಮಿ ದಿನದ ಸಂದೇಶವನ್ನು ವಾಚಿಸಲಾಯಿತು. ರಂಗ ಶಿಬಿರದ ವಿದ್ಯಾರ್ಥಿಗಳು ನಾಟಕ ಪ್ರದರ್ಶಿಸಿದರು. ಕಾರ್ಯಕ್ರಮದಲ್ಲಿ ಹಲವು ಗಣ್ಯರು ಉಪಸ್ಥಿತರಿದ್ದರು. bbox=[476, 169, 552, 223]
obit-rule bbox=[110, 605, 305, 606]
magenta-dot bbox=[445, 22, 452, 29]
today-box bbox=[314, 878, 840, 1278]
cyan-dot bbox=[445, 1291, 452, 1298]
radio-schedule-2: 7.05 ಚಿಂತನ, 7.15 ಭಕ್ತಿಗೀತೆ, 7.45 ಪ್ರದೇಶ ಸಮಾಚಾರ, 8.00 ದೆಹಲಿ ವಾರ್ತೆ, 8.30 ಚಲನಚಿತ್ರ ಗೀತೆ, 9.00 ಕೇಳುಗರ ಕೋರಿಕೆ, 9.15 ನಮ್ಮ ಮನೆ, 10.00 ಲಘು ಸಂಗೀತ. ಮಧ್ಯಾಹ್ನ: 12.30 ಪ್ರದೇಶ ಸಮಾಚಾರ, 1.00 ಸಂಗೀತ, 1.30 ಕೃಷಿ ಸಲಹೆ, 2.00 ಮಹಿಳಾ ಕಾರ್ಯಕ್ರಮ, 3.00 ನಾಟಕ. ಸಂಜೆ: 4.00 ಯುವವಾಣಿ, 5.30 ಮಕ್ಕಳ ಕಾರ್ಯಕ್ರಮ, 6.00 ಸುದ್ದಿ, 6.30 ಸಮೀಕ್ಷೆ, 7.00 ಕೃಷಿ ದರ್ಶನ, 7.30 ಪ್ರದೇಶ ಸಮಾಚಾರ, 8.00 ಚಲನಚಿತ್ರ ಗೀತೆ, 8.30 ನಾಟಕ, 9.00 ರಾಷ್ಟ್ರೀಯ ಕಾರ್ಯಕ್ರಮ, 10.00 ರಾತ್ರಿ ಸಂಗೀತ. ಶ್ರೀ ಚಾಮುಂಡೇಶ್ವರಿ ದೇವಸ್ಥಾನದಲ್ಲಿ ವಿಶೇಷ ಪೂಜೆ ಹಾಗೂ ಅಲಂಕಾರ. ಭಕ್ತರಿಗೆ ಪ್ರಸಾದ ವಿನಿಯೋಗ. ಸಂಜೆ ದೀಪೋತ್ಸವ. bbox=[713, 964, 835, 1025]
masthead-rule bbox=[110, 118, 840, 120]
lead-quote-box bbox=[394, 162, 472, 246]
lead-subhead-bar bbox=[314, 151, 626, 164]
cartoon-artist: ಕೋಶ್ ಆರ್ಟಿಸ್ಟ್ bbox=[231, 127, 264, 134]
yellow-dot bbox=[469, 1291, 476, 1298]
lead-photo-caption: ಮೈಸೂರಿನ ರಂಗಾಯಣದಲ್ಲಿ ನಡೆದ ವಿಶ್ವ ರಂಗಭೂಮಿ ದಿನಾಚರಣೆ ಸಮಾರಂಭವನ್ನು ಉದ್ಘಾಟಿಸಲಾಯಿತು. bbox=[632, 275, 784, 280]
sidebar-story-body: ಮೈಸೂರು,ಮಾ.27(ಆರ್‌ಕೆ)- ಎಕ್ಸ್ 'ಎಂಎಂಎ' ಸಂಸ್ಥೆಯ ಆಶ್ರಯದಲ್ಲಿ ಮಿಶ್ರ ಸಮರ ಕಲೆಗಳ ಫೈಟ್ ನೈಟ್ ಪಂದ್ಯಾವಳಿಯನ್ನು ಮಾ.30ರಂದು ಸಂಜೆ 6 ಗಂಟೆಗೆ ಮೈಸೂರಿನಲ್ಲಿ ಆಯೋಜಿಸಲಾಗಿದೆ. ರಾಜ್ಯದ ವಿವಿಧ ಭಾಗಗಳಿಂದ ಆಗಮಿಸುವ ಕ್ರೀಡಾಪಟುಗಳು ಪಂದ್ಯಾವಳಿಯಲ್ಲಿ ಭಾಗವಹಿಸಲಿದ್ದಾರೆ. ಸಾರ್ವಜನಿಕರಿಗೆ ಉಚಿತ ಪ್ರವೇಶ ಕಲ್ಪಿಸಲಾಗಿದೆ. ಪಂದ್ಯಾವಳಿಯಲ್ಲಿ ವಿಜೇತರಾದವರಿಗೆ ನಗದು ಬಹುಮಾನ ಹಾಗೂ ಪ್ರಶಸ್ತಿ ಪತ್ರ ನೀಡಲಾಗುವುದು. ಸ್ವರಕ್ಷಣೆ ಕಲೆಯ ಬಗ್ಗೆ ಜಾಗೃತಿ ಮೂಡಿಸುವ ಉದ್ದೇಶದಿಂದ ಕಾರ್ಯಕ್ರಮ ಆಯೋಜಿಸಲಾಗಿದೆ. ಯುವಕರು ಹಾಗೂ ಮಹಿಳೆಯರು ಸ್ವರಕ್ಷಣೆ ಕಲೆ ಕಲಿಯುವುದು ಅಗತ್ಯ. ಹೆಚ್ಚಿನ ಮಾಹಿತಿಗಾಗಿ ಆಯೋಜಕರನ್ನು ಸಂಪರ್ಕಿಸಬಹುದು. ಪಂದ್ಯಾವಳಿಯಲ್ಲಿ ಅಂತಾರಾಷ್ಟ್ರೀಯ ಮಟ್ಟದ ತೀರ್ಪುಗಾರರು ಭಾಗವಹಿಸಲಿದ್ದಾರೆ. ಸ್ಪರ್ಧಿಗಳಿಗೆ ವೈದ್ಯಕೀಯ ತಪಾಸಣೆ ಕಡ್ಡಾಯ. ಸುರಕ್ಷತೆಗಾಗಿ ಅಗತ್ಯ ಕ್ರಮ ಕೈಗೊಳ್ಳಲಾಗಿದೆ. ಕ್ರೀಡಾಭಿಮಾನಿಗಳು ಹೆಚ್ಚಿನ ಸಂಖ್ಯೆಯಲ್ಲಿ ಆಗಮಿಸುವಂತೆ ಆಯೋಜಕರು ಮನವಿ ಮಾಡಿದ್ದಾರೆ. bbox=[737, 392, 840, 488]
language-top-rule bbox=[314, 644, 732, 645]
sidebar-story-headline: ಮಾ.30, ಮೈಸೂರಲ್ಲಿ ಮಿಶ್ರ ಸಮರ ಕಲೆ 'ಫೈಟ್ - ಫೈಟ್ ನೈಟ್' ಪಂದ್ಯಾವಳಿ bbox=[737, 342, 839, 362]
language-body-col2: ಮೈಸೂರಿನ ಭಾರತೀಯ ಭಾಷಾ ಸಂಸ್ಥಾನದ ಸಭಾಂಗಣದಲ್ಲಿ ಬುಧವಾರ ಆಯೋಜಿಸಿದ್ದ ಕಾರ್ಯಕ್ರಮದಲ್ಲಿ ಹಲವು ಭಾಷಾ ತಜ್ಞರು ಪಾಲ್ಗೊಂಡಿದ್ದರು. ಭಾಷೆ ಸಂಸ್ಕೃತಿಯ ವಾಹಕ. ಭಾಷೆ ನಶಿಸಿದರೆ ಸಂಸ್ಕೃತಿಯೂ ನಾಶವಾಗುತ್ತದೆ. ಬುಡಕಟ್ಟು ಭಾಷೆಗಳ ಅಧ್ಯಯನಕ್ಕೆ ಹೆಚ್ಚಿನ ಆದ್ಯತೆ ನೀಡಬೇಕು. bbox=[400, 673, 480, 713]
radio-title: ಮೈಸೂರು ಆಕಾಶವಾಣಿ bbox=[721, 906, 782, 916]
womens-day-body-col1: ಮೈಸೂರು, ಮಾ.27- ನಮ್ಮ ಸಮಾಜದ ಹಲವು ಕ್ಷೇತ್ರಗಳಲ್ಲಿ ಮಹಿಳೆಯರು ಮುಂಚೂಣಿಯಲ್ಲಿದ್ದು ಸಾಧನೆ ಮಾಡುತ್ತಿದ್ದಾರೆ. ಇನ್ನೋಸೆಂಟ್ ಡಿಸಿ ಸಂಸ್ಥೆಯಲ್ಲಿ ಆಯೋಜಿಸಿದ್ದ ಮಹಿಳಾ ದಿನಾಚರಣೆ ಕಾರ್ಯಕ್ರಮದಲ್ಲಿ ವಿದ್ಯಾರ್ಥಿನಿಯರು ವಿವಿಧ ಸಾಂಸ್ಕೃತಿಕ ಕಾರ್ಯಕ್ರಮಗಳನ್ನು ಪ್ರಸ್ತುತಪಡಿಸಿದರು. ಮುಖ್ಯ ಅತಿಥಿಗಳು ಮಹಿಳಾ ಸಬಲೀಕರಣದ ಕುರಿತು ಮಾತನಾಡಿದರು. ಉದ್ಯೋಗ, ಶಿಕ್ಷಣ, ರಾಜಕೀಯ ಕ್ಷೇತ್ರದಲ್ಲಿ ಸಮಾನ ಅವಕಾಶ ದೊರೆಯಬೇಕು ಎಂದು ಅಭಿಪ್ರಾಯಪಟ್ಟರು. ಕಾರ್ಯಕ್ರಮದಲ್ಲಿ ಸಂಸ್ಥೆಯ ಮುಖ್ಯಸ್ಥರು, ಸಿಬ್ಬಂದಿ ಮತ್ತು ವಿದ್ಯಾರ್ಥಿಗಳು ಉಪಸ್ಥಿತರಿದ್ದರು. bbox=[110, 439, 202, 500]
education-subhead-bar bbox=[426, 369, 732, 382]
magenta-dot bbox=[397, 22, 404, 29]
yellow-dot bbox=[457, 22, 464, 29]
language-body-col3: ಕಾರ್ಯಾಗಾರದಲ್ಲಿ ವಿವಿಧ ರಾಜ್ಯಗಳ ಸಂಶೋಧನಾ ವಿದ್ಯಾರ್ಥಿಗಳು ಪಾಲ್ಗೊಂಡಿದ್ದರು. bbox=[484, 803, 602, 808]
black-dot bbox=[136, 1291, 143, 1298]
yellow-dot bbox=[124, 1291, 131, 1298]
mysore-palace-photo bbox=[321, 905, 517, 991]
magenta-dot bbox=[828, 1291, 835, 1298]
sidebar-divider bbox=[734, 341, 735, 829]
nominations-body-2: ದೇಶದ ಭದ್ರತೆ ಹಾಗೂ ಅಭಿವೃದ್ಧಿಗಾಗಿ ಪ್ರತಿಯೊಬ್ಬ ನಾಗರಿಕರೂ ಮತದಾನ ಮಾಡಬೇಕು. ಯುವ ಮತದಾರರು ಹೆಚ್ಚಿನ ಸಂಖ್ಯೆಯಲ್ಲಿ ಮತಗಟ್ಟೆಗೆ ಆಗಮಿಸಿ ತಮ್ಮ ಹಕ್ಕನ್ನು ಚಲಾಯಿಸಬೇಕು ಎಂದು ಕರೆ ನೀಡಲಾಯಿತು. ಪ್ರಜಾಪ್ರಭುತ್ವದ ಬಲವರ್ಧನೆಗೆ ಮತದಾನ ಅತ್ಯಗತ್ಯ. ಯಾವುದೇ ಆಮಿಷಕ್ಕೆ ಒಳಗಾಗದೆ ನಿರ್ಭೀತವಾಗಿ ಮತ ಚಲಾಯಿಸಿ. bbox=[110, 1175, 305, 1194]
magenta-dot bbox=[160, 1291, 167, 1298]
lead-headline-part2: ಐಟಿ, ಬಿಟಿ ಉದ್ಯೋಗಿಗಳು ಆಕರ್ಷಿತ bbox=[516, 122, 743, 144]
lead-subhead: ವಿಶ್ವ ರಂಗಭೂಮಿ ದಿನಾಚರಣೆಯಲ್ಲಿ ಹಿರಿಯ ರಂಗಕರ್ಮಿ ಶ್ರೀಪಾದ ಭಟ್ ಸಂತಸ bbox=[320, 152, 507, 161]
magenta-dot bbox=[112, 1291, 119, 1298]
lead-body-col6: ಸುಪ್ರಸಿದ್ಧ ರಂಗಕರ್ಮಿಗಳು ಸಮಾರಂಭದಲ್ಲಿ ಭಾಗವಹಿಸಿ ರಂಗಭೂಮಿಯ ಮಹತ್ವ ವಿವರಿಸಿದರು. bbox=[740, 305, 840, 317]
jds-photo bbox=[528, 831, 562, 873]
nominations-headline: 5 ನಾಮಪತ್ರ ತಿರಸ್ಕೃತ, 25 ಕ್ರಮಬದ್ಧ bbox=[114, 692, 268, 707]
panchanga-body: ಶ್ರೀವಿಳಂಬಿನಾಮ ಸಂವತ್ಸರ, ಉತ್ತರಾಯಣ, ಶಿಶಿರ ಋತು, ಫಾಲ್ಗುಣ ಮಾಸ, ಕೃಷ್ಣ ಪಕ್ಷ, ಅಷ್ಟಮಿ, ಗುರುವಾರ, ರಾಹುಕಾಲ ಮಧ್ಯಾಹ್ನ 1.30 ರಿಂದ 3 ಗಂಟೆವರೆಗೆ. bbox=[321, 1037, 517, 1049]
registration-dots-top bbox=[385, 22, 476, 29]
language-headline: ಸಮುದಾಯ ಭಾಷೆಗಳ ಪುನರುಜ್ಜೀವನಕ್ಕೆ ಒತ್ತು ನೀಡಿ bbox=[316, 648, 543, 664]
registration-dots-bottom-left bbox=[100, 1291, 167, 1298]
